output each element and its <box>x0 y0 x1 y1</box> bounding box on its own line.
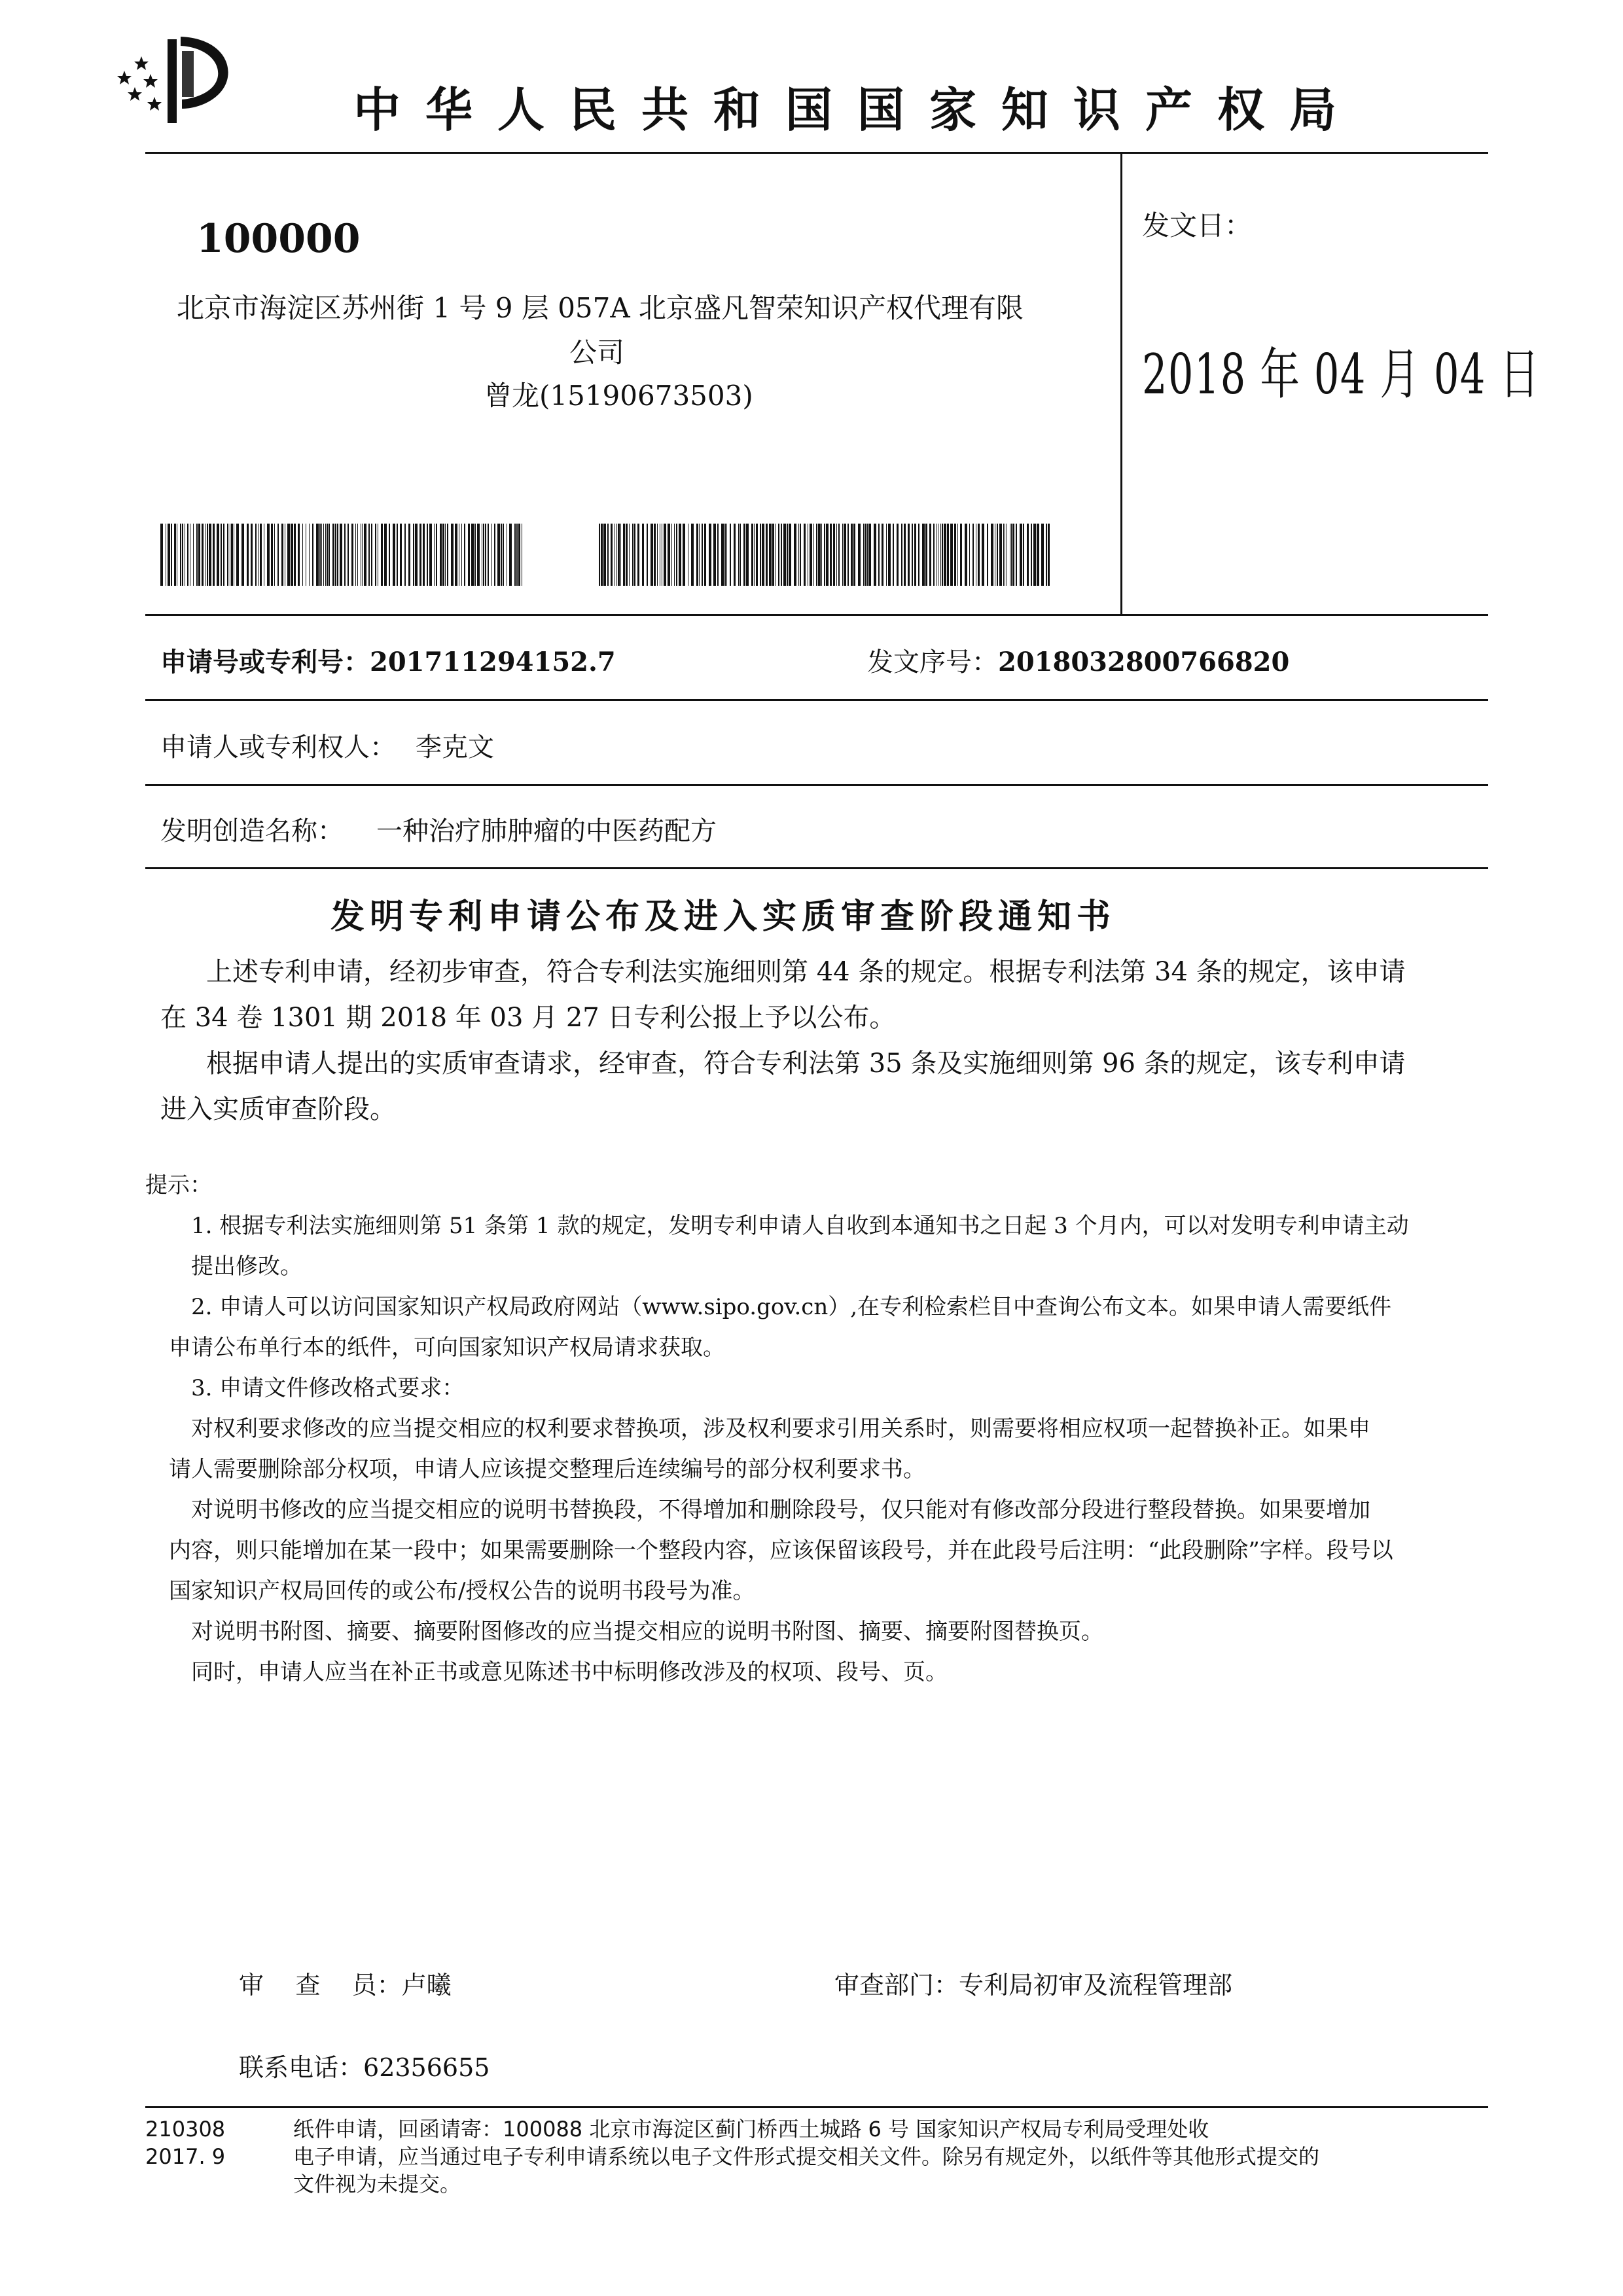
barcode-bar <box>291 524 293 586</box>
tips-list <box>145 1206 1493 1693</box>
recipient-address-line1: 北京市海淀区苏州街 1 号 9 层 057A 北京盛凡智荣知识产权代理有限 <box>177 292 1024 324</box>
barcode-bar <box>427 524 428 586</box>
barcode-bar <box>408 524 410 586</box>
barcode-bar <box>844 524 846 586</box>
serial-field <box>867 641 1289 679</box>
barcode-bar <box>878 524 880 586</box>
barcode-bar <box>642 524 644 586</box>
footer-line3: 文件视为未提交。 <box>293 2172 461 2197</box>
serial-value: 2018032800766820 <box>998 647 1290 677</box>
barcode-bar <box>929 524 931 586</box>
form-code <box>145 2115 225 2170</box>
barcode-bar <box>751 524 753 586</box>
barcode-bar <box>217 524 219 586</box>
barcode-bar <box>991 524 993 586</box>
barcode-bar <box>743 524 745 586</box>
barcode-bar <box>371 524 372 586</box>
barcode-bar <box>267 524 270 586</box>
barcode-bar <box>294 524 296 586</box>
issue-date-value: 2018 年 04 月 04 日 <box>1142 342 1541 406</box>
barcode-bar <box>400 524 402 586</box>
barcode-bar <box>182 524 183 586</box>
barcode-bar <box>679 524 681 586</box>
barcode-bar <box>912 524 913 586</box>
barcode-bar <box>1011 524 1012 586</box>
barcode-bar <box>209 524 211 586</box>
app-number-value: 201711294152.7 <box>370 647 616 677</box>
barcode-bar <box>180 524 181 586</box>
barcode-bar <box>309 524 310 586</box>
barcode-bar <box>241 524 244 586</box>
barcode-bar <box>824 524 825 586</box>
barcode-bar <box>442 524 444 586</box>
barcode-bar <box>174 524 176 586</box>
barcode-bar <box>329 524 330 586</box>
barcode-bar <box>908 524 910 586</box>
barcode-bar <box>503 524 504 586</box>
barcode-bar <box>193 524 194 586</box>
barcode-bar <box>468 524 470 586</box>
barcode-bar <box>1003 524 1004 586</box>
barcode-bar <box>668 524 670 586</box>
barcode-bar <box>302 524 303 586</box>
barcode-bar <box>474 524 476 586</box>
barcode-right <box>599 524 1050 586</box>
barcode-bar <box>389 524 390 586</box>
barcode-bar <box>321 524 322 586</box>
tip-3b-line2: 内容，则只能增加在某一段中；如果需要删除一个整段内容，应该保留该段号，并在此段号后注明：“此段删除”字样。段号以 <box>169 1537 1393 1564</box>
barcode-bar <box>721 524 724 586</box>
barcode-bar <box>1016 524 1017 586</box>
barcode-bar <box>868 524 871 586</box>
barcode-bar <box>455 524 457 586</box>
barcode-bar <box>821 524 822 586</box>
barcode-bar <box>461 524 462 586</box>
barcode-bar <box>516 524 518 586</box>
barcode-bar <box>676 524 677 586</box>
barcode-bar <box>187 524 188 586</box>
barcode-bar <box>816 524 817 586</box>
barcode-bar <box>160 524 163 586</box>
barcode-bar <box>717 524 719 586</box>
notice-p2-line1: 根据申请人提出的实质审查请求，经审查，符合专利法第 35 条及实施细则第 96 条的规定，该专利申请 <box>206 1049 1406 1079</box>
barcode-bar <box>381 524 383 586</box>
recipient-contact: 曾龙(15190673503) <box>484 380 753 412</box>
barcode-bar <box>954 524 956 586</box>
barcode-bar <box>783 524 786 586</box>
barcode-bar <box>632 524 633 586</box>
barcode-bar <box>965 524 967 586</box>
barcode-bar <box>826 524 829 586</box>
barcode-bar <box>1033 524 1036 586</box>
barcode-bar <box>327 524 329 586</box>
barcode-bar <box>683 524 685 586</box>
barcode-bar <box>940 524 941 586</box>
barcode-bar <box>599 524 600 586</box>
barcode-bar <box>730 524 731 586</box>
footer-line2: 电子申请，应当通过电子专利申请系统以电子文件形式提交相关文件。除另有规定外，以纸件等其他形式提交的 <box>293 2144 1320 2169</box>
invention-label: 发明创造名称： <box>160 816 344 846</box>
barcode-bar <box>362 524 363 586</box>
barcode-bar <box>836 524 837 586</box>
barcode-bar <box>623 524 625 586</box>
barcode-bar <box>323 524 324 586</box>
barcode-bar <box>477 524 480 586</box>
phone-label: 联系电话： <box>239 2053 364 2082</box>
barcode-bar <box>351 524 353 586</box>
barcode-bar <box>227 524 228 586</box>
barcode-bar <box>740 524 741 586</box>
examiner-field <box>239 1965 452 2001</box>
barcode-bar <box>972 524 974 586</box>
barcode-bar <box>647 524 648 586</box>
barcode-bar <box>404 524 406 586</box>
barcode-bar <box>384 524 387 586</box>
barcode-bar <box>781 524 782 586</box>
barcode-bar <box>231 524 233 586</box>
form-code-number: 210308 <box>145 2117 226 2142</box>
barcode-bar <box>355 524 356 586</box>
barcode-bar <box>260 524 262 586</box>
barcode-bar <box>607 524 609 586</box>
barcode-bar <box>978 524 980 586</box>
barcode-bar <box>616 524 617 586</box>
barcode-bar <box>914 524 916 586</box>
barcode-bar <box>798 524 799 586</box>
barcode-bar <box>1037 524 1039 586</box>
barcode-bar <box>901 524 902 586</box>
barcode-bar <box>626 524 628 586</box>
barcode-bar <box>810 524 812 586</box>
recipient-address-line2: 公司 <box>569 336 625 368</box>
barcode-bar <box>818 524 821 586</box>
barcode-bar <box>198 524 200 586</box>
phone-field <box>239 2047 490 2083</box>
issue-date-label: 发文日： <box>1142 209 1253 242</box>
serial-label: 发文序号： <box>867 647 998 677</box>
office-name: 中华人民共和国国家知识产权局 <box>353 82 1362 137</box>
barcode-bar <box>787 524 788 586</box>
tip-3: 3. 申请文件修改格式要求： <box>191 1375 465 1401</box>
barcode-bar <box>325 524 326 586</box>
examiner-label: 审 查 员： <box>239 1971 402 2000</box>
barcode-bar <box>618 524 620 586</box>
footer-text <box>293 2115 1491 2198</box>
barcode-bar <box>337 524 338 586</box>
notice-title: 发明专利申请公布及进入实质审查阶段通知书 <box>330 897 1116 937</box>
barcode-bar <box>1012 524 1014 586</box>
barcode-bar <box>882 524 883 586</box>
barcode-bar <box>445 524 446 586</box>
barcode-bar <box>357 524 358 586</box>
barcode-bar <box>704 524 706 586</box>
barcode-bar <box>436 524 437 586</box>
barcode-bar <box>778 524 779 586</box>
field-rule-2 <box>145 784 1488 786</box>
recipient-postcode: 100000 <box>196 216 361 262</box>
barcode-bar <box>982 524 984 586</box>
barcode-bar <box>451 524 454 586</box>
barcode-bar <box>168 524 170 586</box>
barcode-bar <box>471 524 474 586</box>
barcode-bar <box>960 524 962 586</box>
barcode-bar <box>897 524 899 586</box>
barcode-bar <box>207 524 208 586</box>
tip-3d: 同时，申请人应当在补正书或意见陈述书中标明修改涉及的权项、段号、页。 <box>191 1659 948 1685</box>
tips-heading: 提示： <box>145 1172 212 1198</box>
barcode-bar <box>637 524 639 586</box>
barcode-bar <box>491 524 492 586</box>
barcode-bar <box>691 524 694 586</box>
phone-value: 62356655 <box>363 2053 490 2082</box>
barcode-bar <box>800 524 801 586</box>
app-number-field <box>160 641 616 679</box>
barcode-bar <box>518 524 520 586</box>
barcode-bar <box>726 524 727 586</box>
notice-p2-line2: 进入实质审查阶段。 <box>160 1094 396 1124</box>
barcode-bar <box>702 524 703 586</box>
barcode-bar <box>281 524 283 586</box>
tip-3a-line1: 对权利要求修改的应当提交相应的权利要求替换项，涉及权利要求引用关系时，则需要将相应权项一起替换补正。如果申 <box>191 1416 1370 1442</box>
tip-3b-line1: 对说明书修改的应当提交相应的说明书替换段，不得增加和删除段号，仅只能对有修改部分段进行整段替换。如果要增加 <box>191 1497 1370 1523</box>
barcode-bar <box>769 524 772 586</box>
tip-1-line1: 1. 根据专利法实施细则第 51 条第 1 款的规定，发明专利申请人自收到本通知书之日起 3 个月内，可以对发明专利申请主动 <box>191 1213 1409 1239</box>
barcode-bar <box>842 524 843 586</box>
barcode-bar <box>886 524 887 586</box>
barcode-bar <box>368 524 370 586</box>
barcode-bar <box>893 524 894 586</box>
department-field <box>834 1965 1232 2001</box>
barcode-bar <box>942 524 943 586</box>
form-code-version: 2017. 9 <box>145 2144 226 2169</box>
barcode-bar <box>364 524 366 586</box>
barcode-bar <box>947 524 949 586</box>
examiner-value: 卢曦 <box>401 1971 452 2000</box>
barcode-bar <box>858 524 861 586</box>
tip-3a-line2: 请人需要删除部分权项，申请人应该提交整理后连续编号的部分权利要求书。 <box>169 1456 925 1482</box>
barcode-bar <box>1027 524 1029 586</box>
barcode-bar <box>447 524 448 586</box>
barcode-bar <box>651 524 653 586</box>
barcode-bar <box>251 524 253 586</box>
barcode-bar <box>866 524 868 586</box>
barcode-bar <box>601 524 603 586</box>
invention-field <box>160 810 717 848</box>
barcode-bar <box>766 524 768 586</box>
barcode-bar <box>969 524 970 586</box>
barcode-bar <box>434 524 435 586</box>
barcode-bar <box>344 524 346 586</box>
barcode-bar <box>674 524 675 586</box>
barcode-bar <box>713 524 716 586</box>
field-rule-1 <box>145 699 1488 701</box>
barcode-bar <box>925 524 927 586</box>
barcode-bar <box>709 524 711 586</box>
barcode-bar <box>863 524 864 586</box>
barcode-bar <box>375 524 376 586</box>
barcode-bar <box>1031 524 1032 586</box>
barcode-bar <box>620 524 621 586</box>
barcode-bar <box>904 524 906 586</box>
barcode-bar <box>754 524 755 586</box>
barcode-bar <box>485 524 486 586</box>
barcode-bar <box>258 524 259 586</box>
barcode-bar <box>671 524 672 586</box>
tip-3b-line3: 国家知识产权局回传的或公布/授权公告的说明书段号为准。 <box>169 1578 755 1604</box>
barcode-bar <box>205 524 206 586</box>
barcode-bar <box>419 524 421 586</box>
barcode-bar <box>999 524 1002 586</box>
barcode-bar <box>804 524 806 586</box>
barcode-bar <box>202 524 204 586</box>
notice-p1-line1: 上述专利申请，经初步审查，符合专利法实施细则第 44 条的规定。根据专利法第 34 条的规定，该申请 <box>206 957 1406 987</box>
applicant-label: 申请人或专利权人： <box>160 732 396 762</box>
barcode-bar <box>494 524 495 586</box>
barcode-bar <box>1048 524 1050 586</box>
department-label: 审查部门： <box>834 1971 959 2000</box>
barcode-bar <box>738 524 739 586</box>
barcode-bar <box>629 524 630 586</box>
barcode-bar <box>340 524 342 586</box>
barcode-bar <box>865 524 866 586</box>
barcode-bar <box>514 524 516 586</box>
barcode-bar <box>918 524 919 586</box>
barcode-bar <box>922 524 925 586</box>
department-value: 专利局初审及流程管理部 <box>959 1971 1233 2000</box>
barcode-bar <box>724 524 726 586</box>
barcode-bar <box>634 524 635 586</box>
barcode-bar <box>171 524 172 586</box>
barcode-bar <box>413 524 414 586</box>
barcode-bar <box>838 524 840 586</box>
barcode-bar <box>654 524 656 586</box>
notice-paragraph-1 <box>160 949 1495 1041</box>
barcode-bar <box>987 524 988 586</box>
barcode-bar <box>423 524 425 586</box>
barcode-bar <box>415 524 418 586</box>
field-rule-3 <box>145 867 1488 869</box>
recipient-rule <box>145 614 1488 616</box>
barcode-bar <box>611 524 613 586</box>
notice-p1-line2: 在 34 卷 1301 期 2018 年 03 月 27 日专利公报上予以公布。 <box>160 1003 896 1033</box>
barcode-bar <box>223 524 224 586</box>
applicant-field <box>160 726 494 764</box>
tip-2-line2: 申请公布单行本的纸件，可向国家知识产权局请求获取。 <box>169 1335 725 1361</box>
barcode-bar <box>509 524 512 586</box>
barcode-bar <box>271 524 273 586</box>
barcode-bar <box>298 524 300 586</box>
barcode-bar <box>696 524 698 586</box>
barcode-bar <box>851 524 853 586</box>
barcode-bar <box>393 524 395 586</box>
barcode-bar <box>213 524 215 586</box>
barcode-bar <box>196 524 198 586</box>
tip-1-line2: 提出修改。 <box>191 1253 302 1280</box>
tip-3c: 对说明书附图、摘要、摘要附图修改的应当提交相应的说明书附图、摘要、摘要附图替换页。 <box>191 1619 1103 1645</box>
barcode-bar <box>772 524 774 586</box>
barcode-bar <box>760 524 761 586</box>
invention-value: 一种治疗肺肿瘤的中医药配方 <box>376 816 717 846</box>
barcode-bar <box>348 524 349 586</box>
header-rule <box>145 152 1488 154</box>
footer-rule <box>145 2106 1488 2108</box>
barcode-bar <box>933 524 935 586</box>
barcode-bar <box>221 524 222 586</box>
barcode-bar <box>1020 524 1022 586</box>
barcode-bar <box>483 524 484 586</box>
barcode-bar <box>833 524 835 586</box>
barcode-bar <box>236 524 239 586</box>
barcode-bar <box>957 524 958 586</box>
barcode-bar <box>950 524 953 586</box>
sipo-emblem-icon <box>116 31 247 130</box>
barcode-bar <box>247 524 249 586</box>
barcode-bar <box>794 524 796 586</box>
date-box-divider <box>1120 152 1122 615</box>
barcode-bar <box>734 524 736 586</box>
barcode-bar <box>316 524 319 586</box>
barcode-bar <box>277 524 279 586</box>
barcode-bar <box>397 524 398 586</box>
tip-2-line1: 2. 申请人可以访问国家知识产权局政府网站（www.sipo.gov.cn）,在专利检索栏目中查询公布文本。如果申请人需要纸件 <box>191 1294 1392 1320</box>
barcode-bar <box>789 524 791 586</box>
barcode-bar <box>756 524 758 586</box>
barcode-bar <box>762 524 764 586</box>
barcode-bar <box>888 524 891 586</box>
barcode-bar <box>312 524 313 586</box>
barcode-bar <box>847 524 849 586</box>
barcode-bar <box>603 524 606 586</box>
barcode-bar <box>775 524 776 586</box>
barcode-bar <box>335 524 336 586</box>
barcode-bar <box>464 524 465 586</box>
barcode-bar <box>488 524 489 586</box>
barcode-bar <box>813 524 814 586</box>
barcode-bar <box>657 524 658 586</box>
barcode-bar <box>997 524 998 586</box>
barcode-bar <box>319 524 321 586</box>
barcode-bar <box>944 524 946 586</box>
barcode-bar <box>429 524 432 586</box>
barcode-bar <box>274 524 275 586</box>
barcode-bar <box>699 524 700 586</box>
notice-paragraph-2 <box>160 1041 1495 1132</box>
barcode-bar <box>255 524 257 586</box>
barcode-left <box>160 524 524 586</box>
app-number-label: 申请号或专利号： <box>160 647 370 677</box>
barcode-bar <box>664 524 666 586</box>
barcode-bar <box>1023 524 1024 586</box>
barcode-bar <box>746 524 749 586</box>
barcode-bar <box>332 524 334 586</box>
barcode-bar <box>440 524 442 586</box>
barcode-bar <box>1046 524 1047 586</box>
footer-line1: 纸件申请，回函请寄：100088 北京市海淀区蓟门桥西土城路 6 号 国家知识产权局专利局受理处收 <box>293 2117 1209 2142</box>
barcode-bar <box>287 524 290 586</box>
barcode-bar <box>501 524 502 586</box>
applicant-value: 李克文 <box>416 732 494 762</box>
barcode-bar <box>497 524 500 586</box>
barcode-bar <box>853 524 855 586</box>
barcode-bar <box>1041 524 1044 586</box>
barcode-bar <box>830 524 832 586</box>
barcode-bar <box>874 524 876 586</box>
